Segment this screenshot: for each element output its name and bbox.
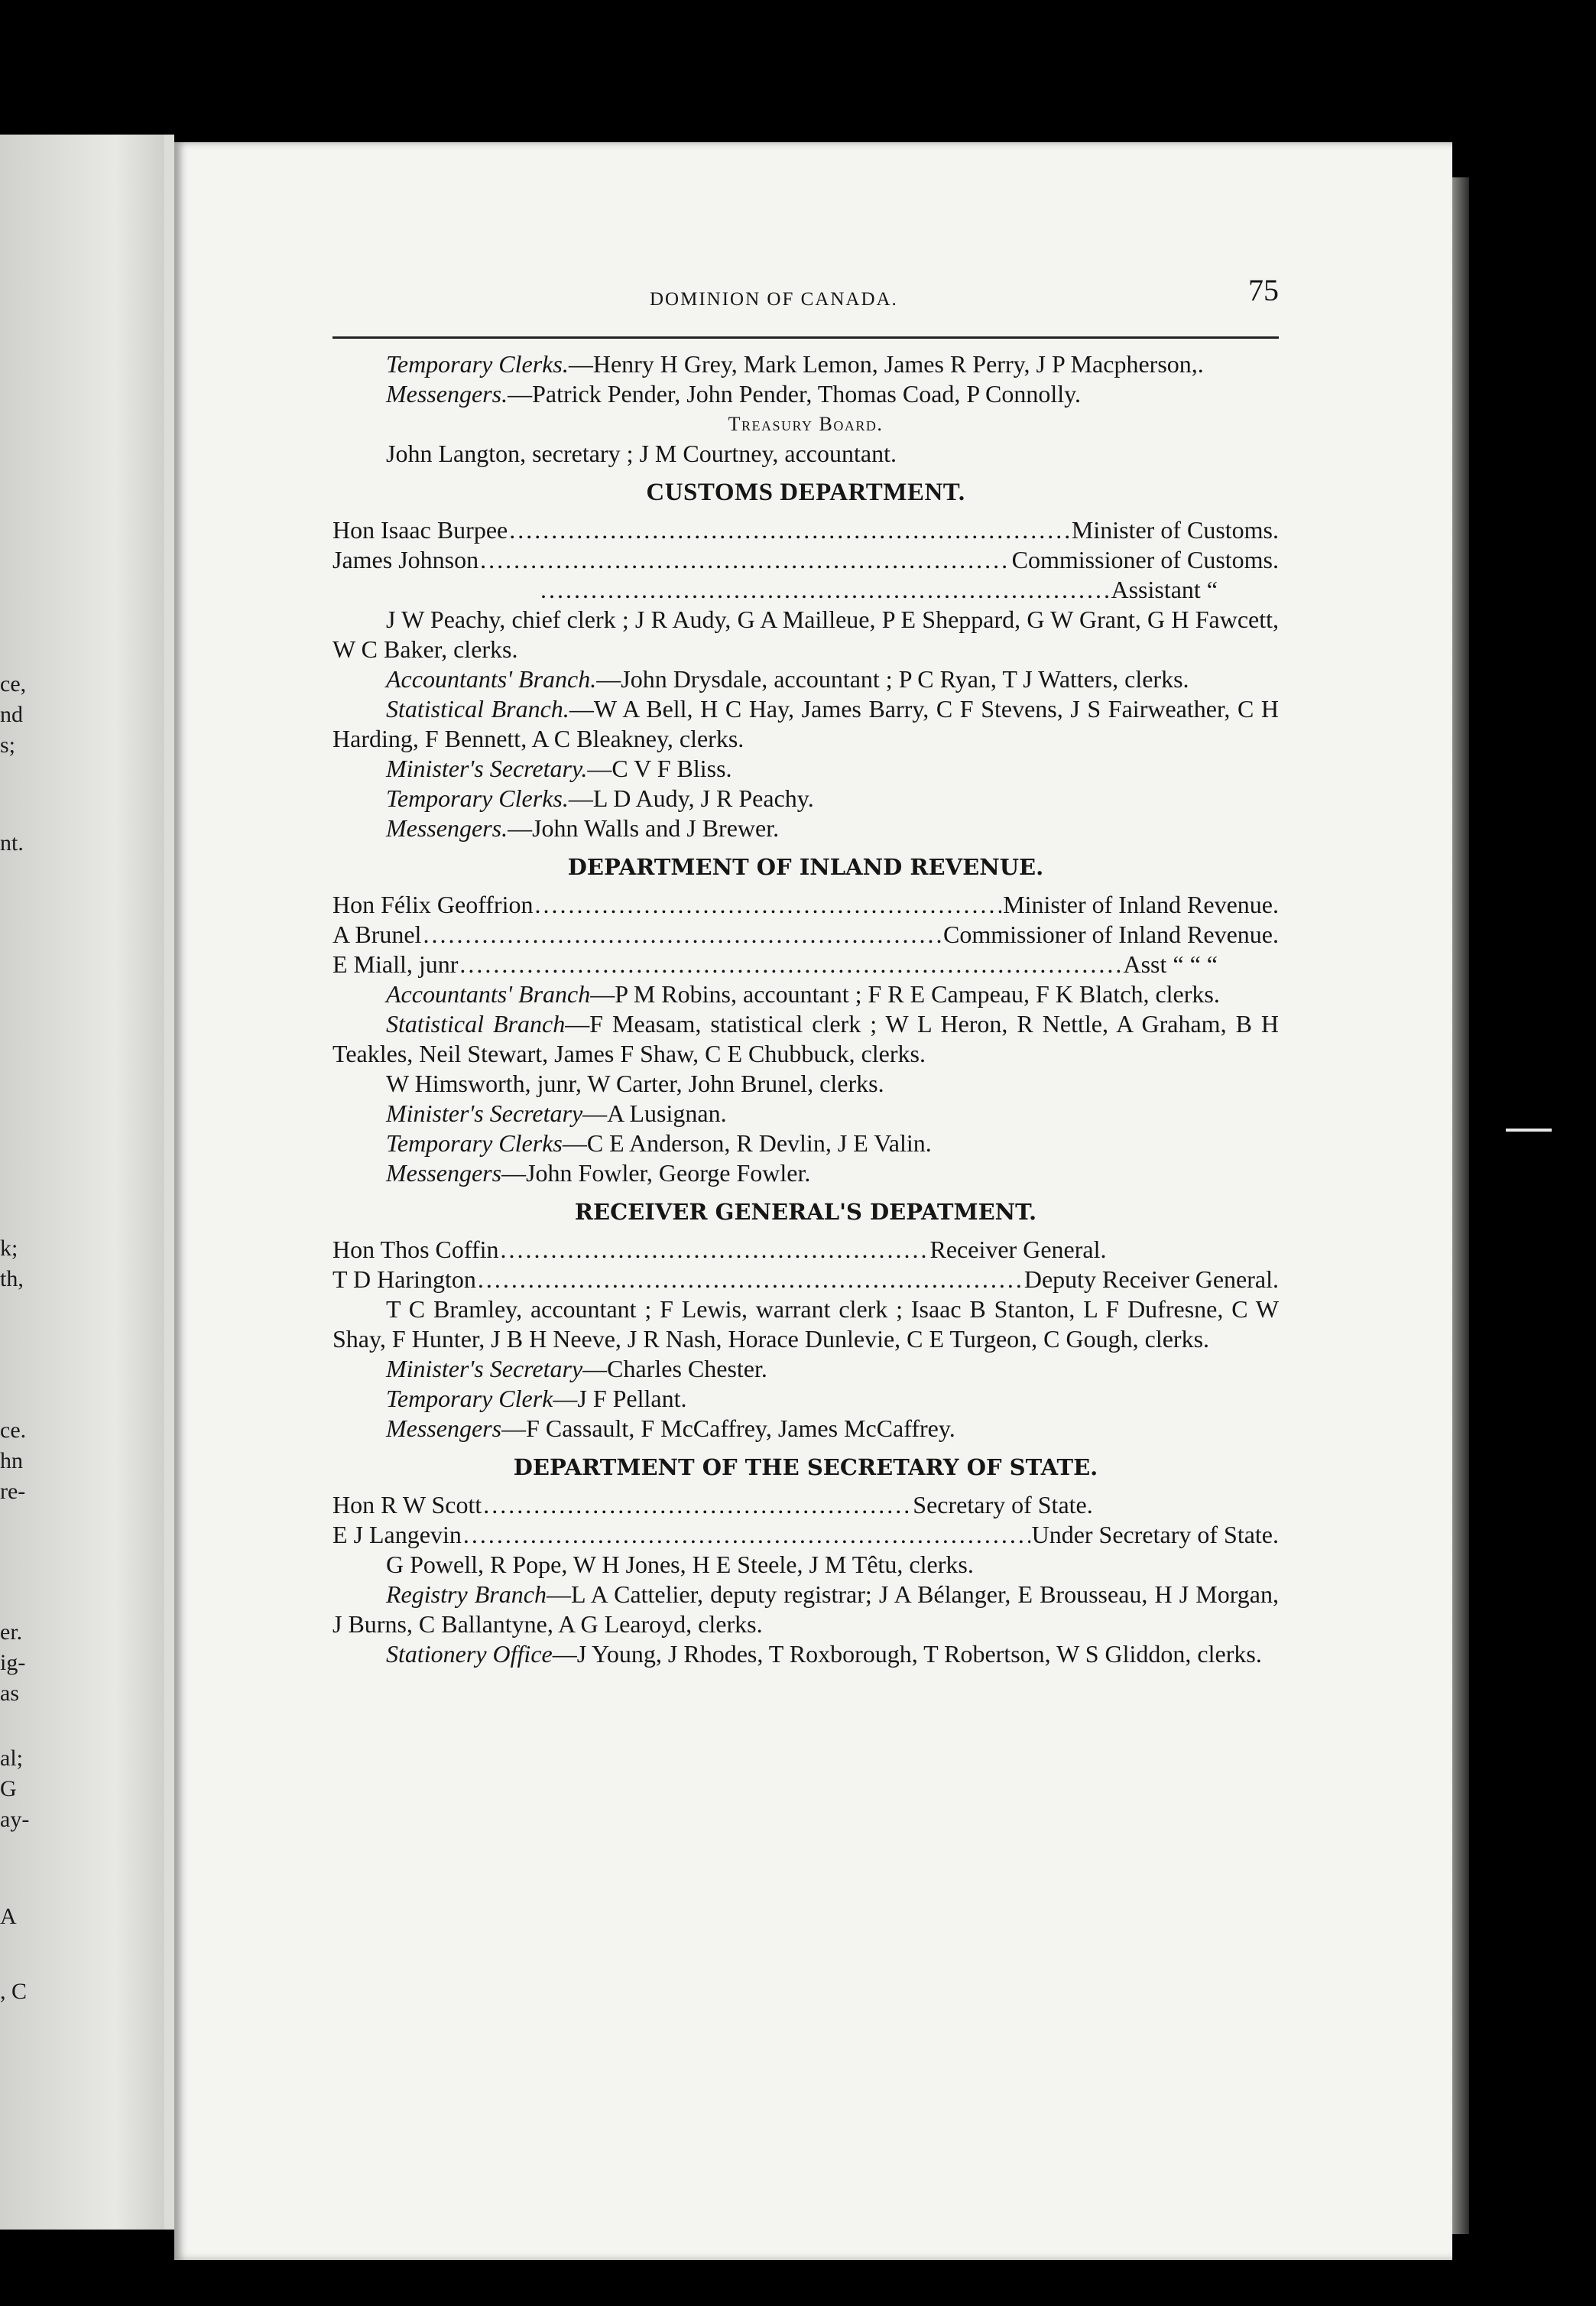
label: Temporary Clerks. bbox=[386, 350, 569, 378]
text: —L D Audy, J R Peachy. bbox=[568, 784, 814, 812]
text: —L A Cattelier, deputy registrar; J A Bélanger, E Brousseau, H J Morgan, J Burns, C Ballantyne, A G Learoyd, clerks. bbox=[332, 1580, 1280, 1638]
entry-name: Hon Isaac Burpee bbox=[332, 516, 508, 544]
page-header bbox=[332, 275, 1279, 321]
text: —Patrick Pender, John Pender, Thomas Coad, P Connolly. bbox=[508, 380, 1082, 408]
label: Temporary Clerk bbox=[386, 1385, 553, 1412]
text: —Charles Chester. bbox=[582, 1355, 767, 1382]
left-fragment: s; bbox=[0, 732, 16, 758]
entry-role: Secretary of State. bbox=[913, 1491, 1093, 1518]
text: —P M Robins, accountant ; F R E Campeau, F K Blatch, clerks. bbox=[590, 980, 1220, 1008]
customs-accountants bbox=[332, 664, 1279, 694]
inland-statistical bbox=[332, 1009, 1279, 1069]
left-fragment: hn bbox=[0, 1448, 23, 1473]
entry-role: Receiver General. bbox=[929, 1236, 1107, 1263]
directory-entry bbox=[332, 1520, 1279, 1550]
label: Messengers. bbox=[386, 380, 508, 408]
secretary-registry bbox=[332, 1580, 1279, 1639]
receiver-ministers-secretary bbox=[332, 1354, 1279, 1384]
finance-messengers bbox=[332, 379, 1279, 409]
entry-role: Assistant “ bbox=[1111, 576, 1218, 603]
entry-name: Hon Thos Coffin bbox=[332, 1236, 499, 1263]
entry-role: Under Secretary of State. bbox=[1031, 1521, 1279, 1548]
text: —John Walls and J Brewer. bbox=[508, 814, 780, 842]
directory-entry bbox=[332, 920, 1279, 950]
entry-name: E J Langevin bbox=[332, 1521, 462, 1548]
customs-ministers-secretary bbox=[332, 754, 1279, 784]
label: Minister's Secretary bbox=[386, 1099, 583, 1127]
left-fragment: al; bbox=[0, 1746, 23, 1771]
receiver-general-heading: RECEIVER GENERAL'S DEPATMENT. bbox=[574, 1199, 1037, 1225]
inland-extra-clerks: W Himsworth, junr, W Carter, John Brunel, clerks. bbox=[386, 1070, 884, 1097]
leader-dots bbox=[423, 920, 942, 950]
label: Messengers bbox=[386, 1414, 502, 1442]
directory-entry bbox=[332, 545, 1279, 575]
leader-dots bbox=[509, 515, 1070, 545]
left-page-margin bbox=[0, 135, 174, 2230]
header-rule bbox=[332, 336, 1279, 339]
left-fragment: nd bbox=[0, 702, 23, 727]
directory-entry bbox=[332, 950, 1279, 979]
text: —Henry H Grey, Mark Lemon, James R Perry, J P Macpherson,. bbox=[568, 350, 1204, 378]
left-fragment: A bbox=[0, 1904, 17, 1929]
entry-role: Minister of Customs. bbox=[1071, 516, 1279, 544]
directory-entry bbox=[332, 890, 1279, 920]
entry-role: Commissioner of Customs. bbox=[1011, 546, 1279, 573]
entry-role: Commissioner of Inland Revenue. bbox=[942, 921, 1279, 948]
label: Statistical Branch bbox=[386, 1010, 566, 1038]
text: —F Cassault, F McCaffrey, James McCaffrey. bbox=[501, 1414, 955, 1442]
directory-entry bbox=[332, 1265, 1279, 1294]
directory-entry bbox=[332, 575, 1279, 605]
label: Statistical Branch. bbox=[386, 695, 569, 723]
treasury-board-heading: Treasury Board. bbox=[728, 413, 884, 435]
entry-name: Hon R W Scott bbox=[332, 1491, 482, 1518]
text: —C E Anderson, R Devlin, J E Valin. bbox=[562, 1129, 932, 1157]
secretary-of-state-heading: DEPARTMENT OF THE SECRETARY OF STATE. bbox=[513, 1454, 1098, 1480]
customs-staff: J W Peachy, chief clerk ; J R Audy, G A Mailleue, P E Sheppard, G W Grant, G H Fawcett, W C Baker, clerks. bbox=[332, 606, 1279, 663]
directory-entry bbox=[332, 1490, 1279, 1520]
entry-name: E Miall, junr bbox=[332, 950, 459, 978]
receiver-staff: T C Bramley, accountant ; F Lewis, warrant clerk ; Isaac B Stanton, L F Dufresne, C W Shay, F Hunter, J B H Neeve, J R Nash, Horace Dunlevie, C E Turgeon, C Gough, clerks. bbox=[332, 1295, 1279, 1353]
leader-dots bbox=[463, 1520, 1030, 1550]
left-fragment: er. bbox=[0, 1619, 23, 1645]
label: Messengers. bbox=[386, 814, 508, 842]
label: Stationery Office bbox=[386, 1640, 553, 1668]
label: Temporary Clerks. bbox=[386, 784, 569, 812]
entry-name: James Johnson bbox=[332, 546, 479, 573]
leader-dots bbox=[478, 1265, 1023, 1294]
left-fragment: k; bbox=[0, 1236, 18, 1261]
entry-name: Hon Félix Geoffrion bbox=[332, 891, 534, 918]
directory-entry bbox=[332, 515, 1279, 545]
customs-heading: CUSTOMS DEPARTMENT. bbox=[646, 479, 965, 506]
secretary-stationery bbox=[332, 1639, 1279, 1669]
left-fragment: re- bbox=[0, 1479, 26, 1504]
label: Registry Branch bbox=[386, 1580, 547, 1608]
left-fragment: as bbox=[0, 1681, 19, 1706]
text: —A Lusignan. bbox=[582, 1099, 727, 1127]
leader-dots bbox=[480, 545, 1010, 575]
receiver-messengers bbox=[332, 1414, 1279, 1444]
finance-temporary-clerks bbox=[332, 349, 1279, 379]
inland-revenue-heading: DEPARTMENT OF INLAND REVENUE. bbox=[567, 854, 1044, 880]
leader-dots bbox=[483, 1490, 911, 1520]
leader-dots bbox=[540, 575, 1109, 605]
left-fragment: th, bbox=[0, 1266, 24, 1291]
left-fragment: , C bbox=[0, 1979, 28, 2004]
scan-speck bbox=[1506, 1129, 1552, 1132]
label: Messengers bbox=[386, 1159, 502, 1187]
customs-statistical bbox=[332, 694, 1279, 754]
inland-messengers bbox=[332, 1158, 1279, 1188]
inland-temporary-clerks bbox=[332, 1129, 1279, 1158]
left-fragment: ig- bbox=[0, 1650, 26, 1675]
label: Minister's Secretary bbox=[386, 1355, 583, 1382]
text: —F Measam, statistical clerk ; W L Heron, R Nettle, A Graham, B H Teakles, Neil Stewart, James F Shaw, C E Chubbuck, clerks. bbox=[332, 1010, 1280, 1067]
label: Minister's Secretary. bbox=[386, 755, 588, 782]
text: —W A Bell, H C Hay, James Barry, C F Stevens, J S Fairweather, C H Harding, F Bennett, A C Bleakney, clerks. bbox=[332, 695, 1280, 752]
label: Temporary Clerks bbox=[386, 1129, 563, 1157]
customs-messengers bbox=[332, 814, 1279, 843]
receiver-temporary-clerk bbox=[332, 1384, 1279, 1414]
leader-dots bbox=[534, 890, 1001, 920]
left-fragment: ce. bbox=[0, 1418, 27, 1443]
leader-dots bbox=[459, 950, 1121, 979]
text: —C V F Bliss. bbox=[587, 755, 732, 782]
running-title: DOMINION OF CANADA. bbox=[650, 289, 898, 310]
entry-role: Asst “ “ “ bbox=[1123, 950, 1218, 978]
leader-dots bbox=[501, 1235, 929, 1265]
entry-name: A Brunel bbox=[332, 921, 422, 948]
label: Accountants' Branch. bbox=[386, 665, 597, 693]
text: —J Young, J Rhodes, T Roxborough, T Robertson, W S Gliddon, clerks. bbox=[552, 1640, 1262, 1668]
page-edge bbox=[1452, 177, 1469, 2234]
treasury-board-text: John Langton, secretary ; J M Courtney, accountant. bbox=[386, 440, 897, 467]
text: —J F Pellant. bbox=[553, 1385, 687, 1412]
text: —John Drysdale, accountant ; P C Ryan, T J Watters, clerks. bbox=[596, 665, 1189, 693]
entry-role: Deputy Receiver General. bbox=[1023, 1265, 1279, 1293]
page-content bbox=[332, 275, 1279, 1669]
inland-ministers-secretary bbox=[332, 1099, 1279, 1129]
left-fragment: ay- bbox=[0, 1807, 30, 1832]
left-fragment: ce, bbox=[0, 671, 27, 697]
page-number: 75 bbox=[1248, 273, 1279, 307]
left-fragment: G bbox=[0, 1776, 17, 1801]
entry-name: T D Harington bbox=[332, 1265, 476, 1293]
label: Accountants' Branch bbox=[386, 980, 591, 1008]
left-fragment: nt. bbox=[0, 830, 24, 856]
text: —John Fowler, George Fowler. bbox=[501, 1159, 811, 1187]
inland-accountants bbox=[332, 979, 1279, 1009]
directory-entry bbox=[332, 1235, 1279, 1265]
entry-role: Minister of Inland Revenue. bbox=[1003, 891, 1279, 918]
secretary-staff: G Powell, R Pope, W H Jones, H E Steele, J M Têtu, clerks. bbox=[386, 1551, 974, 1578]
customs-temporary-clerks bbox=[332, 784, 1279, 814]
